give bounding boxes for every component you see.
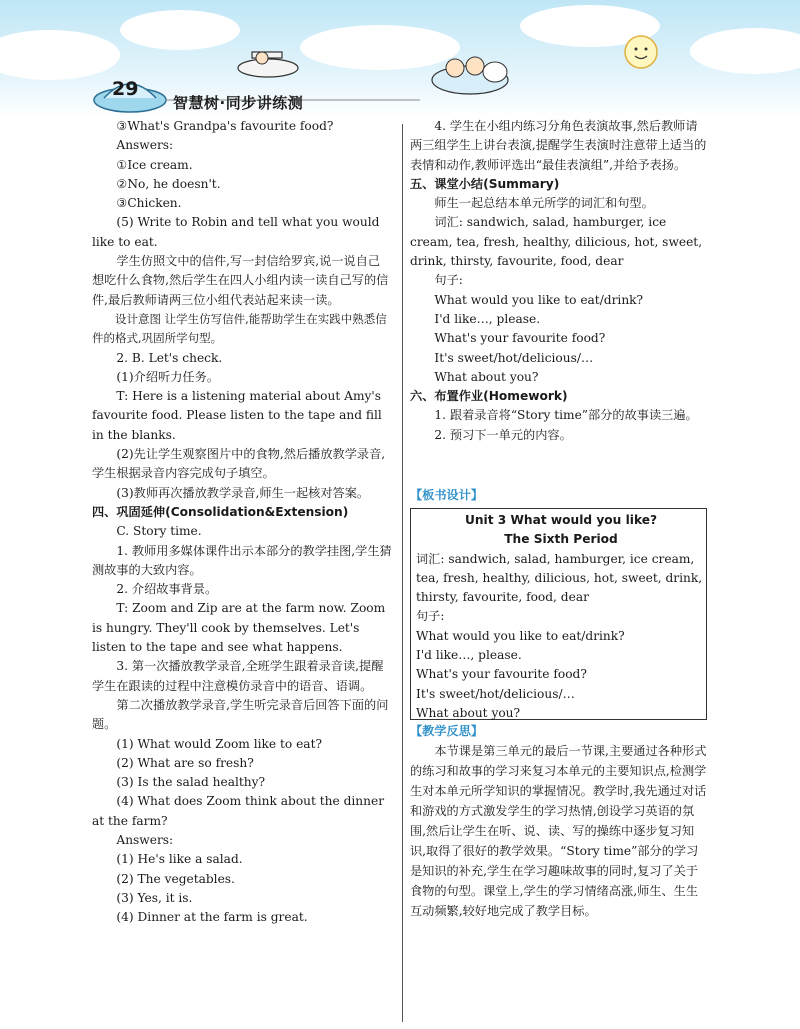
left-column-paragraph: ①Ice cream. xyxy=(116,157,193,172)
left-column-paragraph: T: Zoom and Zip are at the farm now. Zoom is hungry. They'll cook by themselves. Let's listen to the tape and see what happens. xyxy=(92,601,386,655)
left-column-paragraph: (2) What are so fresh? xyxy=(116,755,254,770)
airplane-icon xyxy=(238,52,298,77)
left-column-paragraph: Answers: xyxy=(116,832,174,847)
right-column-top-paragraph: What's your favourite food? xyxy=(434,331,606,346)
left-column-paragraph: (5) Write to Robin and tell what you would like to eat. xyxy=(92,215,380,249)
left-column-paragraph: 学生仿照文中的信件,写一封信给罗宾,说一说自己想吃什么食物,然后学生在四人小组内读一读自己写的信件,最后教师请两三位小组代表站起来读一读。 xyxy=(92,254,389,307)
left-column-paragraph: 3. 第一次播放教学录音,全班学生跟着录音读,提醒学生在跟读的过程中注意模仿录音中的语音、语调。 xyxy=(92,659,384,693)
right-column-top-paragraph: 词汇: sandwich, salad, hamburger, ice cream, tea, fresh, healthy, dilicious, hot, sweet, drink, thirsty, favourite, food, dear xyxy=(410,215,703,269)
left-column-paragraph: 第二次播放教学录音,学生听完录音后回答下面的问题。 xyxy=(92,697,389,732)
board-line: What about you? xyxy=(416,705,521,720)
left-column-paragraph: T: Here is a listening material about Amy's favourite food. Please listen to the tape and fill in the blanks. xyxy=(92,389,382,442)
board-line: 句子: xyxy=(416,609,445,624)
right-column-top-paragraph: 六、布置作业(Homework) xyxy=(410,389,568,404)
right-column xyxy=(410,117,708,445)
left-column-paragraph: (2) The vegetables. xyxy=(116,871,235,886)
left-column-paragraph: (2)先让学生观察图片中的食物,然后播放教学录音,学生根据录音内容完成句子填空。 xyxy=(92,447,386,481)
left-column-paragraph: ②No, he doesn't. xyxy=(116,176,221,191)
sun-icon xyxy=(625,36,657,68)
right-column-top-paragraph: What would you like to eat/drink? xyxy=(434,292,644,307)
cartoon-kids-icon xyxy=(432,57,508,94)
right-column-top-paragraph: 2. 预习下一单元的内容。 xyxy=(434,427,572,442)
left-column-paragraph: ③Chicken. xyxy=(116,196,182,211)
left-column-paragraph: 设计意图 让学生仿写信件,能帮助学生在实践中熟悉信件的格式,巩固所学句型。 xyxy=(92,311,387,346)
left-column-paragraph: (4) What does Zoom think about the dinner at the farm? xyxy=(92,794,385,828)
board-subtitle: The Sixth Period xyxy=(504,532,618,547)
left-column-paragraph: (1) He's like a salad. xyxy=(116,852,243,867)
series-title: 智慧树·同步讲练测 xyxy=(173,94,304,112)
left-column-paragraph: 2. B. Let's check. xyxy=(116,350,223,365)
board-line: It's sweet/hot/delicious/… xyxy=(416,686,575,701)
left-column-paragraph: (1) What would Zoom like to eat? xyxy=(116,736,322,751)
right-column-top-paragraph: 4. 学生在小组内练习分角色表演故事,然后教师请两三组学生上讲台表演,提醒学生表演时注意带上适当的表情和动作,教师评选出“最佳表演组”,并给予表扬。 xyxy=(410,119,707,172)
board-line: 词汇: sandwich, salad, hamburger, ice cream, tea, fresh, healthy, dilicious, hot, sweet, drink, thirsty, favourite, food, dear xyxy=(416,551,703,605)
reflection-text: 本节课是第三单元的最后一节课,主要通过各种形式的练习和故事的学习来复习本单元的主要知识点,检测学生对本单元所学知识的掌握情况。教学时,我先通过对话和游戏的方式激发学生的学习热情,创设学习英语的氛围,然后让学生在听、说、读、写的操练中逐步复习知识,取得了很好的教学效果。“Story time”部分的学习是知识的补充,学生在学习趣味故事的同时,复习了关于食物的句型。课堂上,学生的学习情绪高涨,师生、生生互动频繁,较好地完成了教学目标。 xyxy=(410,744,707,919)
board-line: I'd like…, please. xyxy=(416,648,522,663)
right-column-top-paragraph: It's sweet/hot/delicious/… xyxy=(434,350,594,365)
left-column-paragraph: 2. 介绍故事背景。 xyxy=(116,582,218,597)
left-column-paragraph: (3)教师再次播放教学录音,师生一起核对答案。 xyxy=(116,485,370,500)
left-column-paragraph: (1)介绍听力任务。 xyxy=(116,369,219,384)
right-column-top-paragraph: 师生一起总结本单元所学的词汇和句型。 xyxy=(434,196,654,211)
reflection-section xyxy=(410,722,708,921)
board-line: What would you like to eat/drink? xyxy=(416,628,625,643)
left-column-paragraph: (4) Dinner at the farm is great. xyxy=(116,910,308,925)
left-column-paragraph: (3) Yes, it is. xyxy=(116,890,193,905)
column-divider xyxy=(402,124,403,1022)
header-illustration xyxy=(0,0,800,130)
left-column-paragraph: ③What's Grandpa's favourite food? xyxy=(116,119,334,133)
left-column-paragraph: 四、巩固延伸(Consolidation&Extension) xyxy=(92,504,349,519)
board-title: Unit 3 What would you like? xyxy=(464,513,658,527)
left-column-paragraph: (3) Is the salad healthy? xyxy=(116,775,266,790)
left-column-paragraph: Answers: xyxy=(116,138,174,153)
board-design-label: 【板书设计】 xyxy=(410,488,484,502)
left-column-paragraph: C. Story time. xyxy=(116,524,202,539)
page-number: 29 xyxy=(112,78,139,100)
left-column xyxy=(92,117,392,927)
right-column-top-paragraph: I'd like…, please. xyxy=(434,311,541,326)
board-line: What's your favourite food? xyxy=(416,667,587,682)
right-column-top-paragraph: 句子: xyxy=(434,273,463,288)
right-column-top-paragraph: What about you? xyxy=(434,369,539,384)
board-lines xyxy=(416,550,706,724)
right-column-top-paragraph: 五、课堂小结(Summary) xyxy=(410,176,560,191)
board-design-box xyxy=(410,508,707,720)
left-column-paragraph: 1. 教师用多媒体课件出示本部分的教学挂图,学生猜测故事的大致内容。 xyxy=(92,543,392,577)
reflection-label: 【教学反思】 xyxy=(410,724,484,738)
board-label-wrap xyxy=(410,486,708,505)
right-column-top-paragraph: 1. 跟着录音将“Story time”部分的故事读三遍。 xyxy=(434,408,698,423)
